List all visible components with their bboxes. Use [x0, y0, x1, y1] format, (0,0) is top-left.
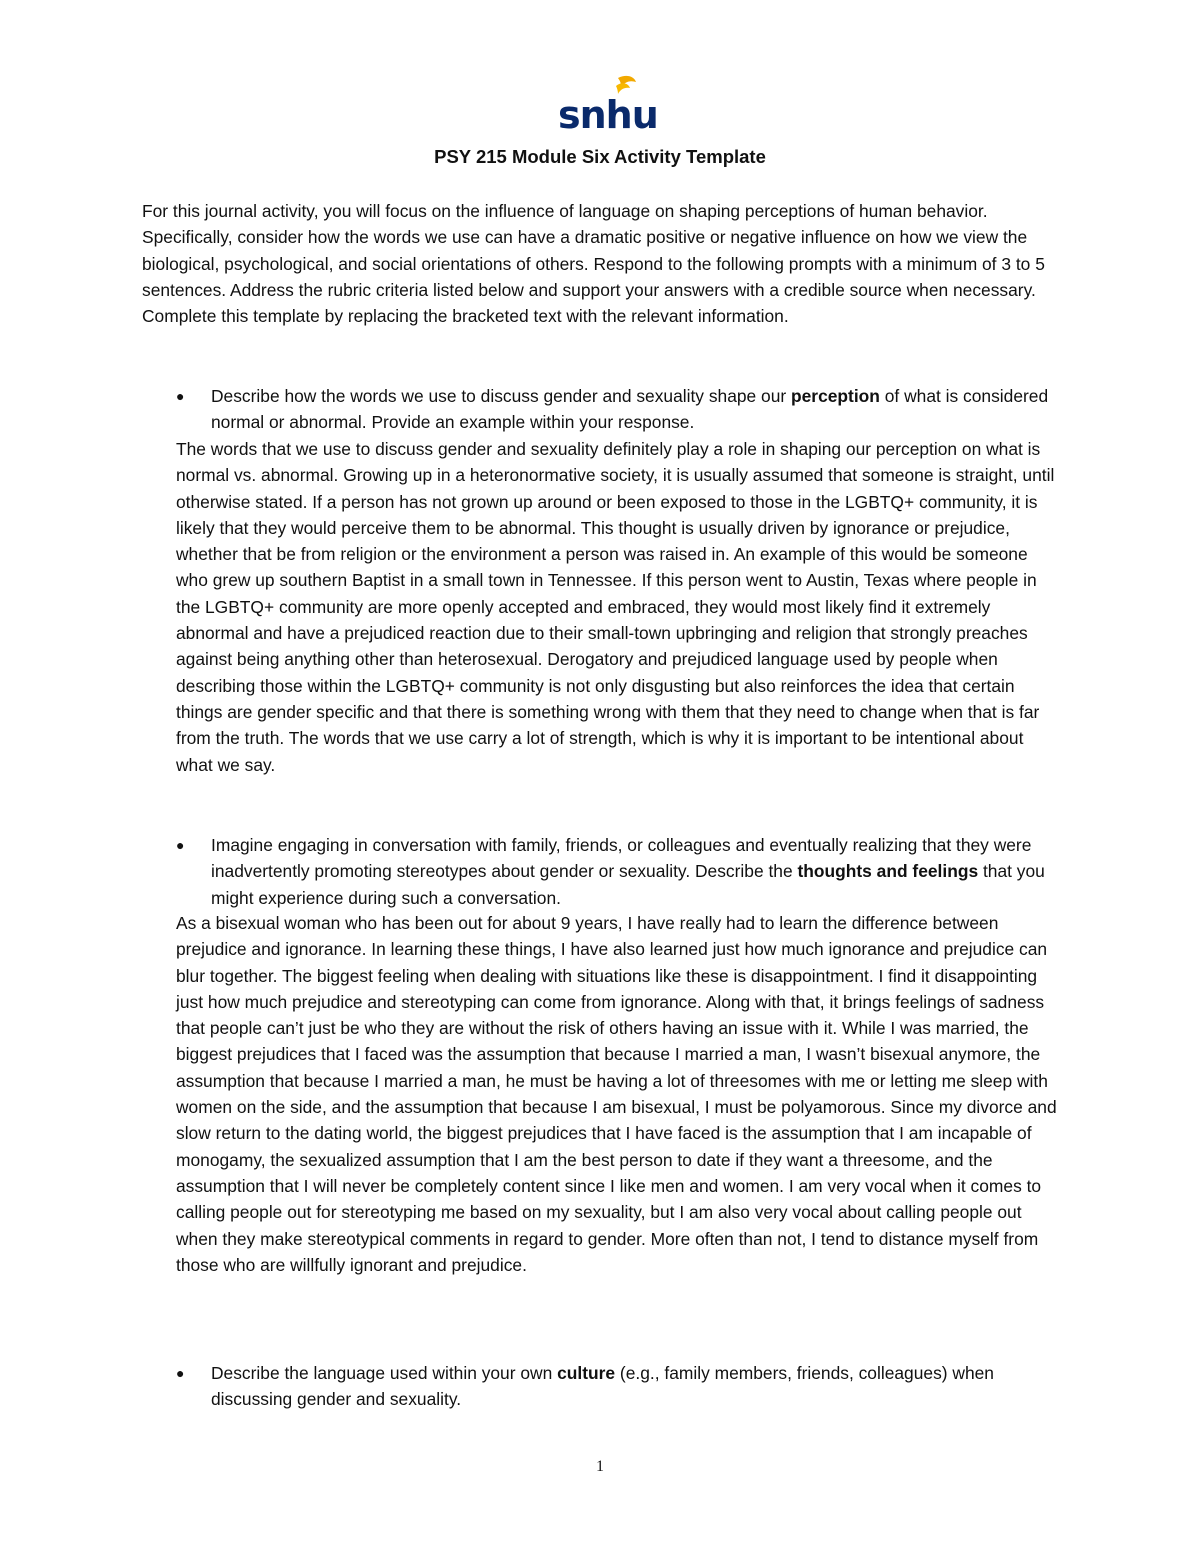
bullet-icon: ● [176, 837, 185, 853]
page-number: 1 [596, 1458, 604, 1475]
prompt-1 [176, 383, 1066, 436]
bullet-icon: ● [176, 388, 185, 404]
prompt-3-pre: Describe the language used within your own [211, 1363, 558, 1383]
prompt-3 [176, 1360, 1066, 1413]
intro-paragraph: For this journal activity, you will focus on the influence of language on shaping perceptions of human behavior. Specifically, consider how the words we use can have a dramatic positive or negative influence on how we view the biological, psychological, and social orientations of others. Respond to the following prompts with a minimum of 3 to 5 sentences. Address the rubric criteria listed below and support your answers with a credible source when necessary. Complete this template by replacing the bracketed text with the relevant information. [142, 201, 1045, 327]
prompt-3-bold: culture [557, 1363, 616, 1383]
prompt-1-bold: perception [791, 386, 880, 406]
prompt-2 [176, 832, 1066, 911]
svg-text:snhu: snhu [558, 93, 658, 137]
prompt-2-post: that you might experience during such a conversation. [211, 861, 1045, 908]
page-title: PSY 215 Module Six Activity Template [434, 146, 766, 167]
prompt-3-post: (e.g., family members, friends, colleagues) when discussing gender and sexuality. [211, 1363, 994, 1410]
prompt-1-pre: Describe how the words we use to discuss gender and sexuality shape our [211, 386, 792, 406]
prompt-2-bold: thoughts and feelings [797, 861, 979, 882]
answer-2: As a bisexual woman who has been out for about 9 years, I have really had to learn the difference between prejudice and ignorance. In learning these things, I have also learned just how much ignorance and prejudice can blur together. The biggest feeling when dealing with situations like these is disappointment. I find it disappointing just how much prejudice and stereotyping can come from ignorance. Along with that, it brings feelings of sadness that people can’t just be who they are without the risk of others having an issue with it. While I was married, the biggest prejudices that I faced was the assumption that because I married a man, I wasn’t bisexual anymore, the assumption that because I married a man, he must be having a lot of threesomes with me or letting me sleep with women on the side, and the assumption that because I am bisexual, I must be polyamorous. Since my divorce and slow return to the dating world, the biggest prejudices that I have faced is the assumption that I am incapable of monogamy, the sexualized assumption that I am the best person to date if they want a threesome, and the assumption that I will never be completely content since I like men and women. I am very vocal when it comes to calling people out for stereotyping me based on my sexuality, but I am also very vocal about calling people out when they make stereotypical comments in regard to gender. More often than not, I tend to distance myself from those who are willfully ignorant and prejudice. [176, 913, 1057, 1275]
bullet-icon: ● [176, 1365, 185, 1381]
prompt-2-pre: Imagine engaging in conversation with family, friends, or colleagues and eventually realizing that they were inadvertently promoting stereotypes about gender or sexuality. Describe the [211, 835, 1032, 882]
prompt-1-post: of what is considered normal or abnormal. Provide an example within your response. [211, 386, 1049, 433]
snhu-logo [556, 72, 658, 137]
answer-1: The words that we use to discuss gender and sexuality definitely play a role in shaping our perception on what is normal vs. abnormal. Growing up in a heteronormative society, it is usually assumed that someone is straight, until otherwise stated. If a person has not grown up around or been exposed to those in the LGBTQ+ community, it is likely that they would perceive them to be abnormal. This thought is usually driven by ignorance or prejudice, whether that be from religion or the environment a person was raised in. An example of this would be someone who grew up southern Baptist in a small town in Tennessee. If this person went to Austin, Texas where people in the LGBTQ+ community are more openly accepted and embraced, they would most likely find it extremely abnormal and have a prejudiced reaction due to their small-town upbringing and religion that strongly preaches against being anything other than heterosexual. Derogatory and prejudiced language used by people when describing those within the LGBTQ+ community is not only disgusting but also reinforces the idea that certain things are gender specific and that there is something wrong with them that they need to change when that is far from the truth. The words that we use carry a lot of strength, which is why it is important to be intentional about what we say. [176, 439, 1055, 775]
